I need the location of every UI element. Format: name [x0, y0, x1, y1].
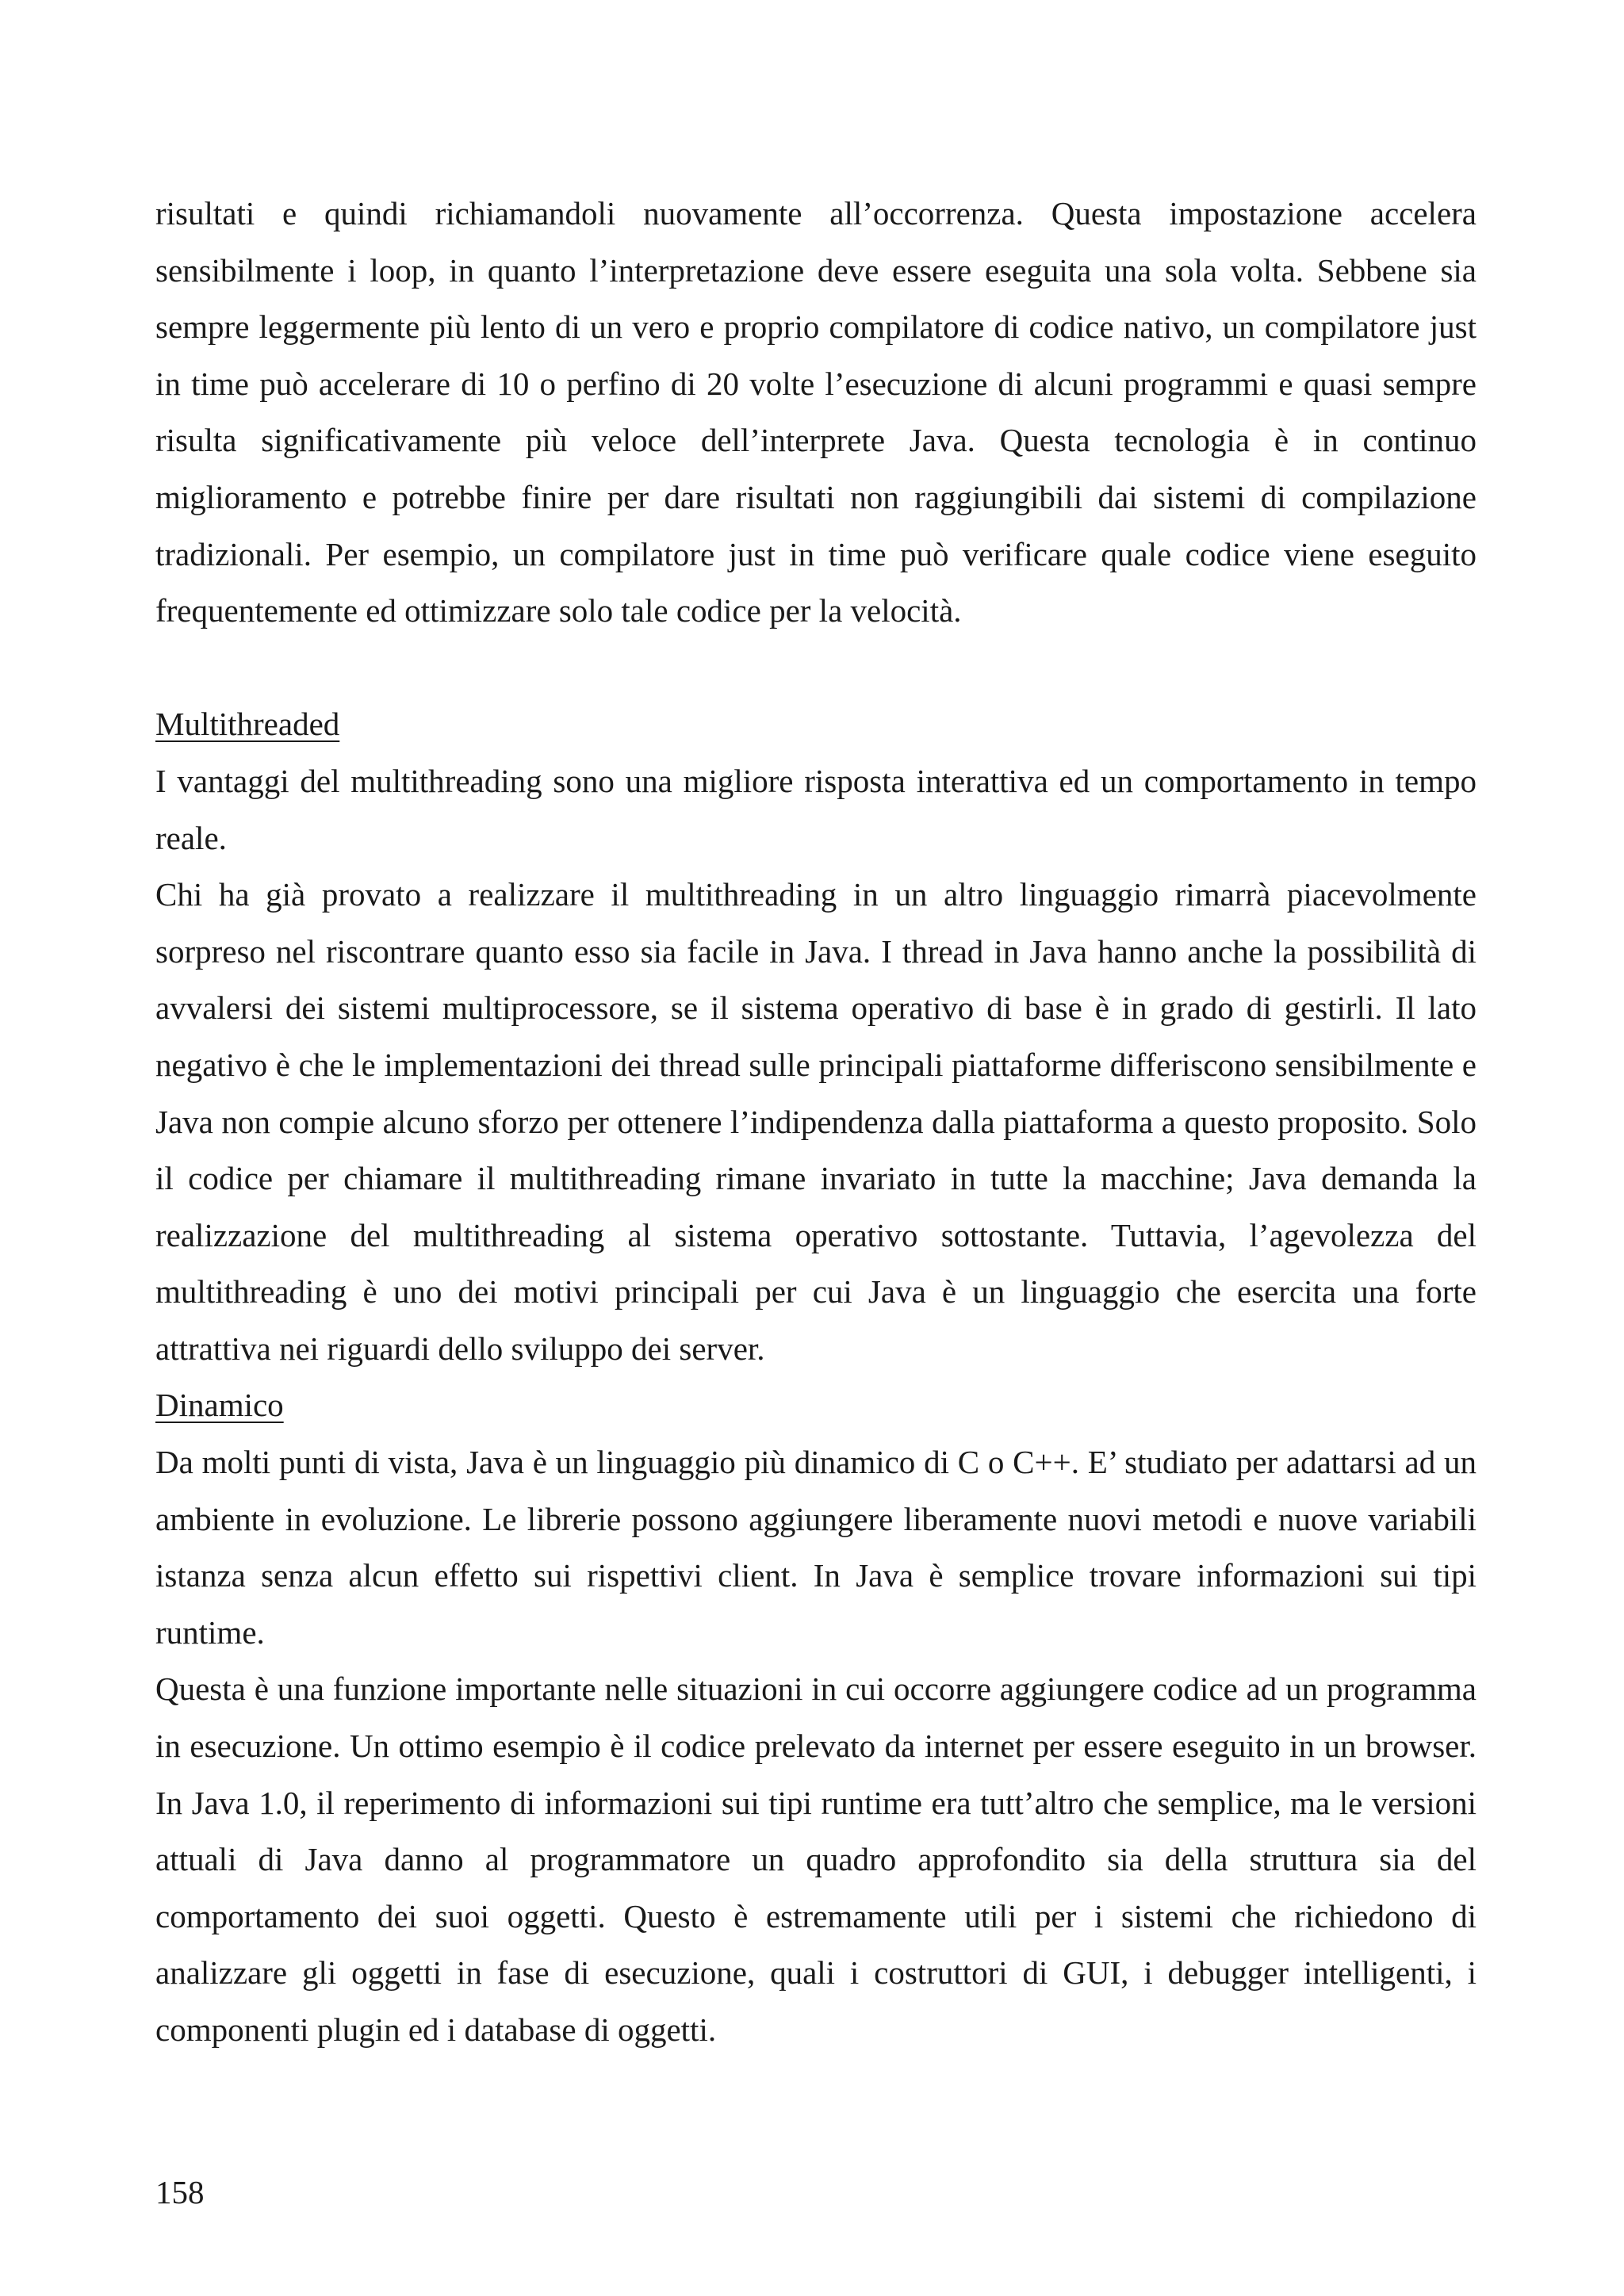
paragraph-jit-compiler: risultati e quindi richiamandoli nuovamente all’occorrenza. Questa impostazione accelera sensibilmente i loop, in quanto l’interpretazione deve essere eseguita una sola volta. Sebbene sia sempre leggermente più lento di un vero e proprio compilatore di codice nativo, un compilatore just in time può accelerare di 10 o perfino di 20 volte l’esecuzione di alcuni programmi e quasi sempre risulta significativamente più veloce dell’interprete Java. Questa tecnologia è in continuo miglioramento e potrebbe finire per dare risultati non raggiungibili dai sistemi di compilazione tradizionali. Per esempio, un compilatore just in time può verificare quale codice viene eseguito frequentemente ed ottimizzare solo tale codice per la velocità.	[155, 195, 1477, 629]
page-number: 158	[155, 2174, 205, 2210]
paragraph-dynamic-language: Da molti punti di vista, Java è un linguaggio più dinamico di C o C++. E’ studiato per adattarsi ad un ambiente in evoluzione. Le librerie possono aggiungere liberamente nuovi metodi e nuove variabili istanza senza alcun effetto sui rispettivi client. In Java è semplice trovare informazioni sui tipi runtime.	[155, 1444, 1477, 1651]
paragraph-runtime-type-info: Questa è una funzione importante nelle situazioni in cui occorre aggiungere codice ad un programma in esecuzione. Un ottimo esempio è il codice prelevato da internet per essere eseguito in un browser. In Java 1.0, il reperimento di informazioni sui tipi runtime era tutt’altro che semplice, ma le versioni attuali di Java danno al programmatore un quadro approfondito sia della struttura sia del comportamento dei suoi oggetti. Questo è estremamente utili per i sistemi che richiedono di analizzare gli oggetti in fase di esecuzione, quali i costruttori di GUI, i debugger intelligenti, i componenti plugin ed i database di oggetti.	[155, 1670, 1477, 2048]
page-body	[155, 186, 1477, 2059]
section-spacer	[155, 640, 1477, 697]
paragraph-multithreading-details: Chi ha già provato a realizzare il multithreading in un altro linguaggio rimarrà piacevolmente sorpreso nel riscontrare quanto esso sia facile in Java. I thread in Java hanno anche la possibilità di avvalersi dei sistemi multiprocessore, se il sistema operativo di base è in grado di gestirli. Il lato negativo è che le implementazioni dei thread sulle principali piattaforme differiscono sensibilmente e Java non compie alcuno sforzo per ottenere l’indipendenza dalla piattaforma a questo proposito. Solo il codice per chiamare il multithreading rimane invariato in tutte la macchine; Java demanda la realizzazione del multithreading al sistema operativo sottostante. Tuttavia, l’agevolezza del multithreading è uno dei motivi principali per cui Java è un linguaggio che esercita una forte attrattiva nei riguardi dello sviluppo dei server.	[155, 876, 1477, 1367]
section-heading-dinamico: Dinamico	[155, 1387, 284, 1424]
section-heading-multithreaded: Multithreaded	[155, 706, 340, 743]
paragraph-multithreading-advantages: I vantaggi del multithreading sono una migliore risposta interattiva ed un comportamento in tempo reale.	[155, 762, 1477, 856]
